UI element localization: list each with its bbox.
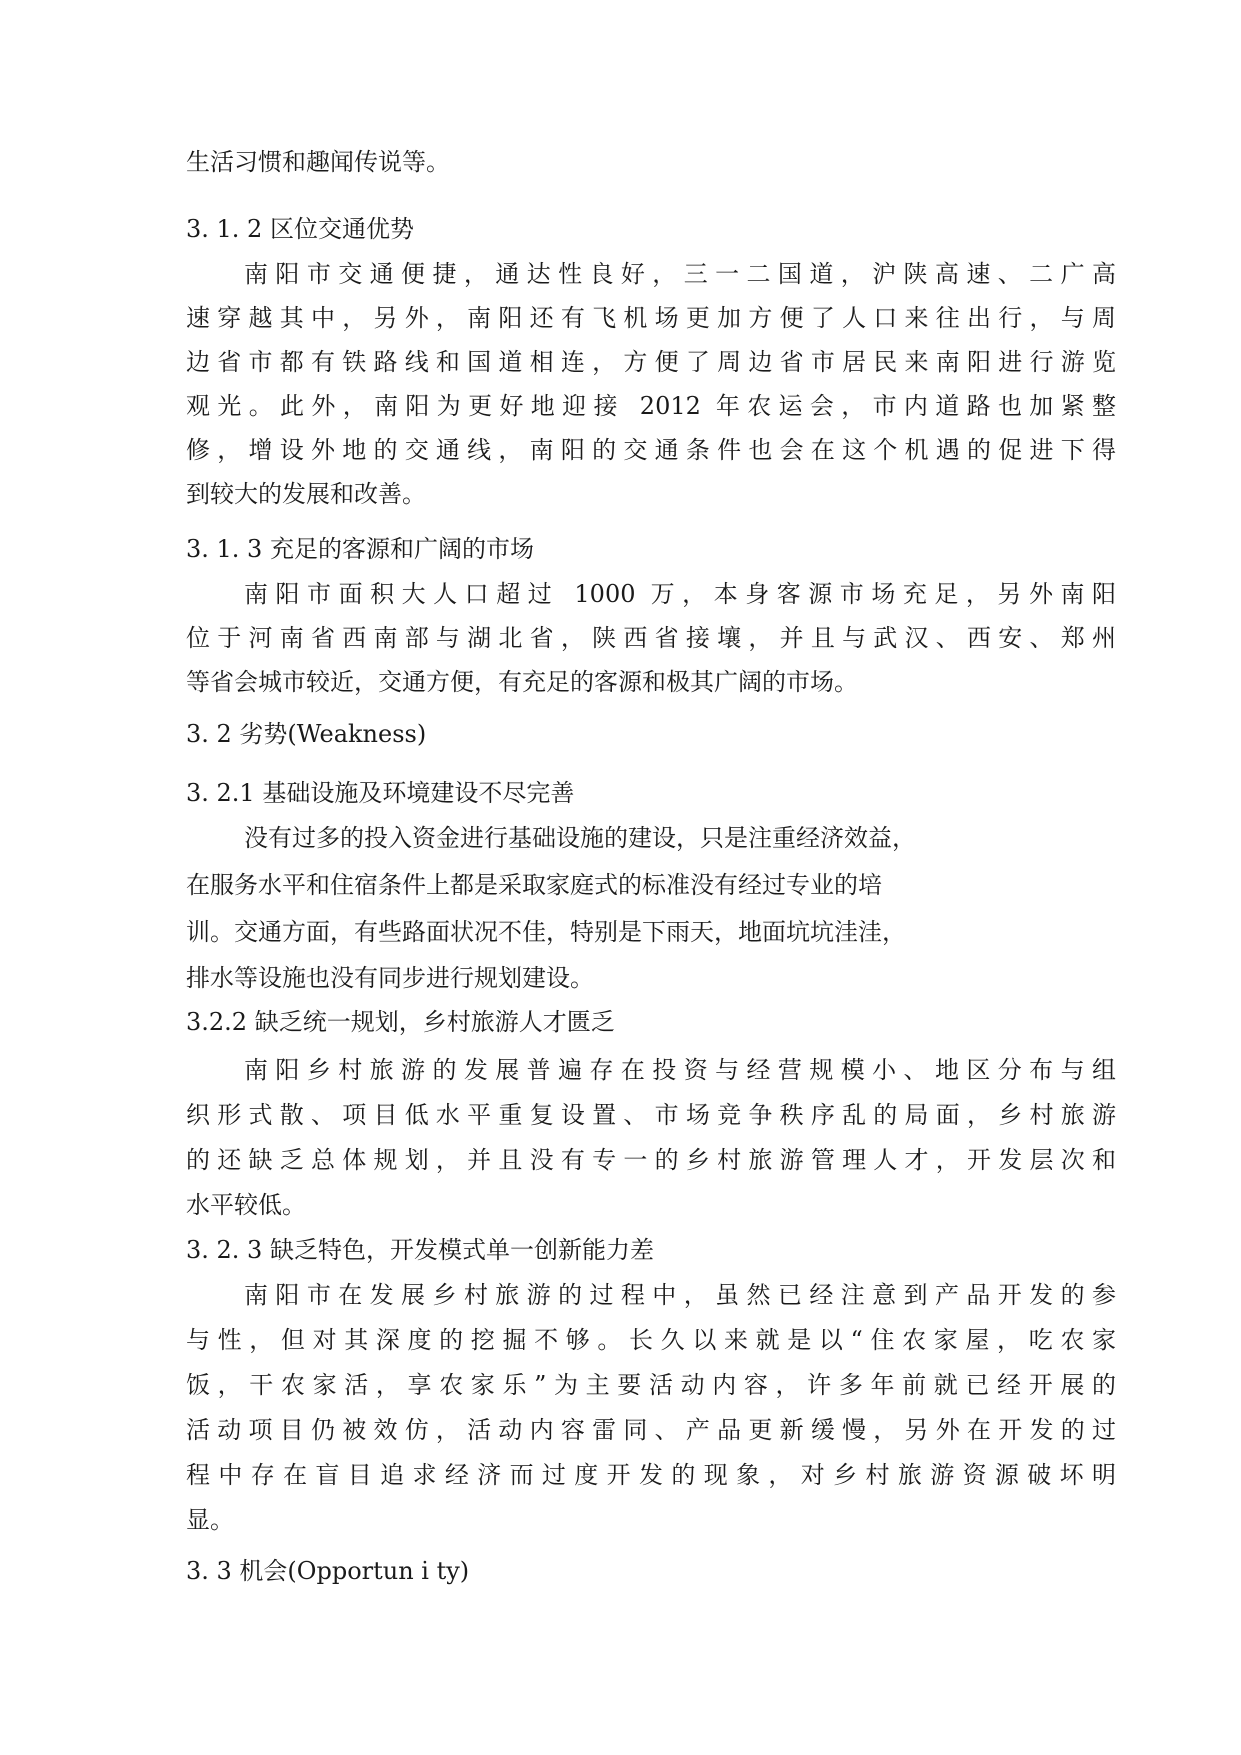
paragraph-line: 水平较低。 (186, 1191, 306, 1219)
paragraph-line: 位于河南省西南部与湖北省，陕西省接壤，并且与武汉、西安、郑州 (186, 624, 1116, 652)
paragraph-line: 速穿越其中，另外，南阳还有飞机场更加方便了人口来往出行，与周 (186, 304, 1116, 332)
section-heading-3-2-3: 3. 2. 3 缺乏特色，开发模式单一创新能力差 (186, 1236, 654, 1264)
section-heading-3-2-1: 3. 2.1 基础设施及环境建设不尽完善 (186, 779, 575, 807)
paragraph-line: 到较大的发展和改善。 (186, 480, 426, 508)
paragraph-line: 等省会城市较近，交通方便，有充足的客源和极其广阔的市场。 (186, 668, 858, 696)
paragraph-line: 南阳市交通便捷，通达性良好，三一二国道，沪陕高速、二广高 (244, 260, 1116, 288)
paragraph-line: 排水等设施也没有同步进行规划建设。 (186, 964, 594, 992)
paragraph-line: 没有过多的投入资金进行基础设施的建设，只是注重经济效益， (244, 824, 916, 852)
paragraph-line: 显。 (186, 1506, 234, 1534)
paragraph-line: 与性，但对其深度的挖掘不够。长久以来就是以“住农家屋，吃农家 (186, 1326, 1116, 1354)
paragraph-line: 活动项目仍被效仿，活动内容雷同、产品更新缓慢，另外在开发的过 (186, 1416, 1116, 1444)
section-heading-3-1-2: 3. 1. 2 区位交通优势 (186, 215, 414, 243)
section-heading-3-3: 3. 3 机会(Opportun i ty) (186, 1557, 470, 1585)
paragraph-line: 训。交通方面，有些路面状况不佳，特别是下雨天，地面坑坑洼洼， (186, 918, 906, 946)
section-heading-3-1-3: 3. 1. 3 充足的客源和广阔的市场 (186, 535, 534, 563)
paragraph-line: 生活习惯和趣闻传说等。 (186, 148, 450, 176)
paragraph-line: 饭，干农家活，享农家乐”为主要活动内容，许多年前就已经开展的 (186, 1371, 1116, 1399)
paragraph-line: 织形式散、项目低水平重复设置、市场竞争秩序乱的局面，乡村旅游 (186, 1101, 1116, 1129)
section-heading-3-2: 3. 2 劣势(Weakness) (186, 720, 427, 748)
paragraph-line: 观光。此外，南阳为更好地迎接 2012 年农运会，市内道路也加紧整 (186, 392, 1116, 420)
paragraph-line: 修，增设外地的交通线，南阳的交通条件也会在这个机遇的促进下得 (186, 436, 1116, 464)
section-heading-3-2-2: 3.2.2 缺乏统一规划，乡村旅游人才匮乏 (186, 1008, 615, 1036)
paragraph-line: 南阳市面积大人口超过 1000 万，本身客源市场充足，另外南阳 (244, 580, 1116, 608)
paragraph-line: 的还缺乏总体规划，并且没有专一的乡村旅游管理人才，开发层次和 (186, 1146, 1116, 1174)
paragraph-line: 在服务水平和住宿条件上都是采取家庭式的标准没有经过专业的培 (186, 871, 882, 899)
paragraph-line: 南阳乡村旅游的发展普遍存在投资与经营规模小、地区分布与组 (244, 1056, 1116, 1084)
paragraph-line: 边省市都有铁路线和国道相连，方便了周边省市居民来南阳进行游览 (186, 348, 1116, 376)
paragraph-line: 南阳市在发展乡村旅游的过程中，虽然已经注意到产品开发的参 (244, 1281, 1116, 1309)
paragraph-line: 程中存在盲目追求经济而过度开发的现象，对乡村旅游资源破坏明 (186, 1461, 1116, 1489)
